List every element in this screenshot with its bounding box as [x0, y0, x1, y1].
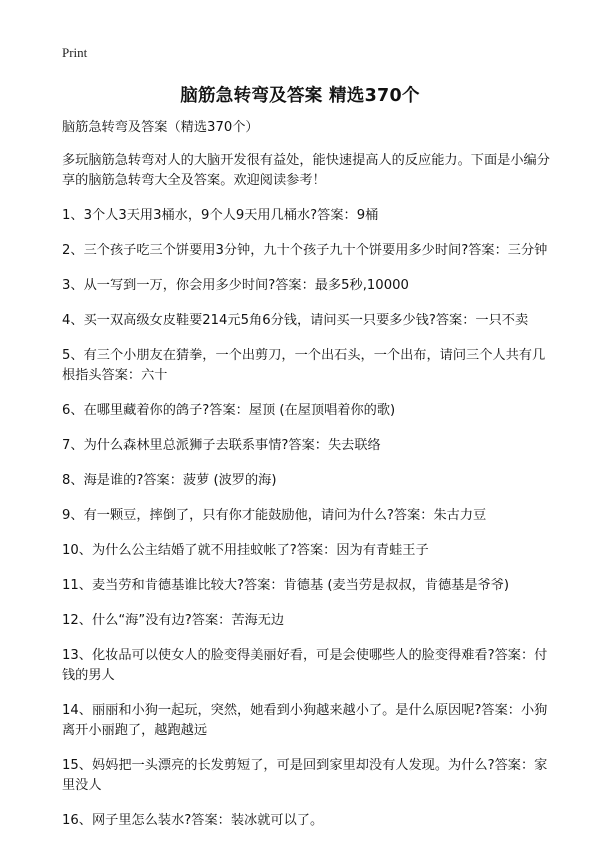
qa-item-12: 12、什么“海”没有边?答案：苦海无边: [62, 613, 285, 628]
qa-item-10: 10、为什么公主结婚了就不用挂蚊帐了?答案：因为有青蛙王子: [62, 543, 429, 558]
qa-item-4: 4、买一双高级女皮鞋要214元5角6分钱，请问买一只要多少钱?答案：一只不卖: [62, 313, 529, 328]
qa-item-15: 15、妈妈把一头漂亮的长发剪短了，可是回到家里却没有人发现。为什么?答案：家里没人: [62, 758, 548, 793]
intro-paragraph: 多玩脑筋急转弯对人的大脑开发很有益处，能快速提高人的反应能力。下面是小编分享的脑筋急转弯大全及答案。欢迎阅读参考！: [62, 153, 550, 188]
qa-item-9: 9、有一颗豆，摔倒了，只有你才能鼓励他，请问为什么?答案：朱古力豆: [62, 508, 487, 523]
qa-item-8: 8、海是谁的?答案：菠萝 (波罗的海): [62, 473, 277, 488]
qa-item-14: 14、丽丽和小狗一起玩，突然，她看到小狗越来越小了。是什么原因呢?答案：小狗离开小丽跑了，越跑越远: [62, 703, 548, 738]
article-body: [62, 118, 552, 846]
article-subtitle: 脑筋急转弯及答案（精选370个）: [62, 120, 259, 135]
qa-item-11: 11、麦当劳和肯德基谁比较大?答案：肯德基 (麦当劳是叔叔，肯德基是爷爷): [62, 578, 510, 593]
qa-item-7: 7、为什么森林里总派狮子去联系事情?答案：失去联络: [62, 438, 381, 453]
qa-item-3: 3、从一写到一万，你会用多少时间?答案：最多5秒,10000: [62, 278, 409, 293]
qa-item-16: 16、网子里怎么装水?答案：装冰就可以了。: [62, 813, 324, 828]
print-label: Print: [62, 45, 88, 60]
qa-item-5: 5、有三个小朋友在猜拳，一个出剪刀，一个出石头，一个出布，请问三个人共有几根指头答案：六十: [62, 348, 546, 383]
page-title: 脑筋急转弯及答案 精选370个: [180, 86, 420, 106]
qa-item-6: 6、在哪里藏着你的鸽子?答案：屋顶 (在屋顶唱着你的歌): [62, 403, 396, 418]
qa-item-13: 13、化妆品可以使女人的脸变得美丽好看，可是会使哪些人的脸变得难看?答案：付钱的男人: [62, 648, 548, 683]
qa-item-1: 1、3个人3天用3桶水，9个人9天用几桶水?答案：9桶: [62, 208, 379, 223]
qa-item-2: 2、三个孩子吃三个饼要用3分钟，九十个孩子九十个饼要用多少时间?答案：三分钟: [62, 243, 548, 258]
